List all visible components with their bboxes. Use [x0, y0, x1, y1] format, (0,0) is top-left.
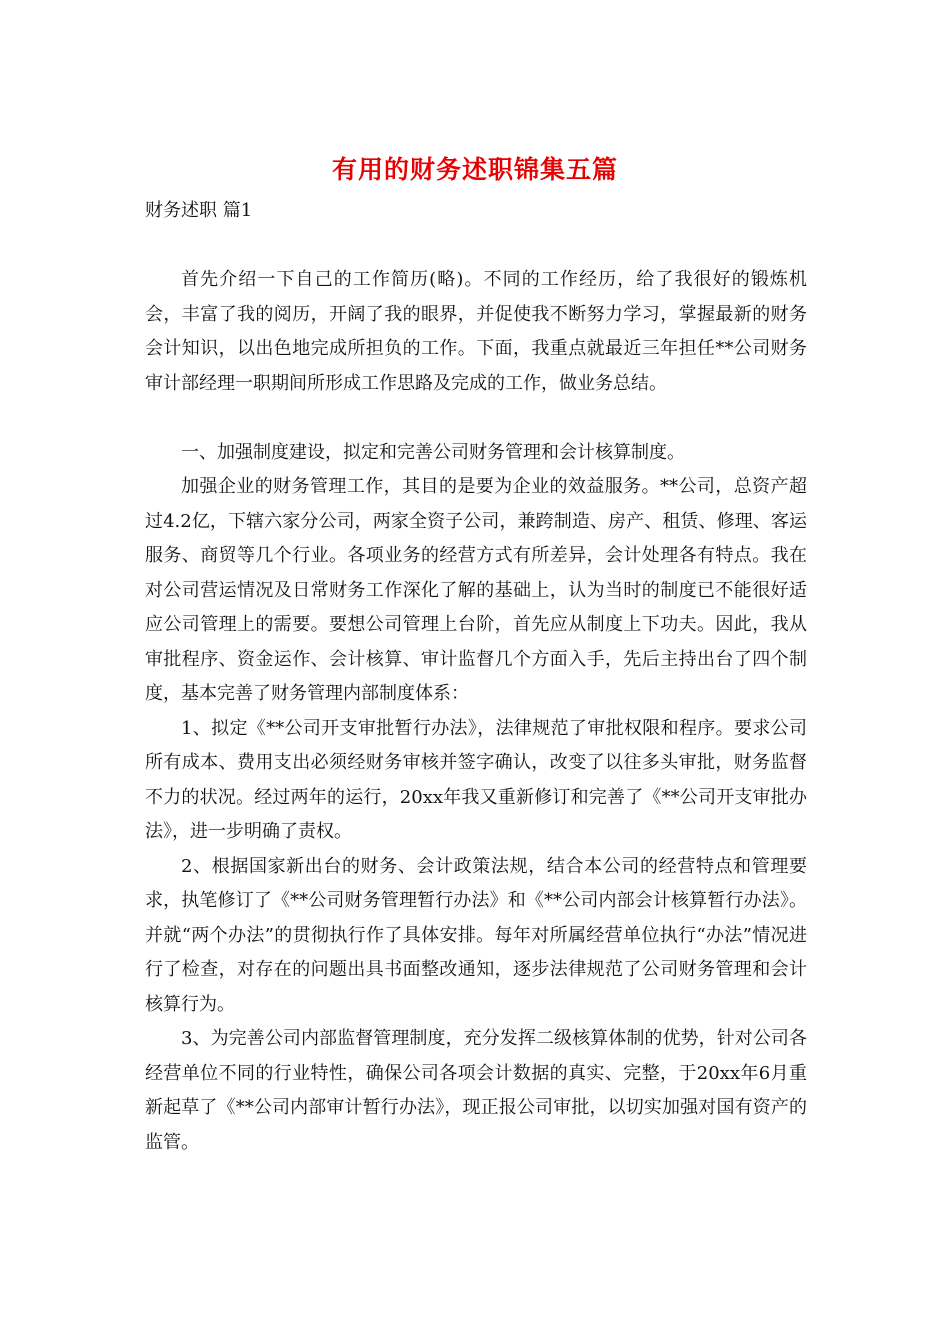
document-body	[145, 263, 807, 1160]
paragraph-item-2: 2、根据国家新出台的财务、会计政策法规，结合本公司的经营特点和管理要求，执笔修订了《**公司财务管理暂行办法》和《**公司内部会计核算暂行办法》。并就“两个办法”的贯彻执行作了具体安排。每年对所属经营单位执行“办法”情况进行了检查，对存在的问题出具书面整改通知，逐步法律规范了公司财务管理和会计核算行为。	[145, 855, 807, 1015]
paragraph-finance-management: 加强企业的财务管理工作，其目的是要为企业的效益服务。**公司，总资产超过4.2亿，下辖六家分公司，两家全资子公司，兼跨制造、房产、租赁、修理、客运服务、商贸等几个行业。各项业务的经营方式有所差异，会计处理各有特点。我在对公司营运情况及日常财务工作深化了解的基础上，认为当时的制度已不能很好适应公司管理上的需要。要想公司管理上台阶，首先应从制度上下功夫。因此，我从审批程序、资金运作、会计核算、审计监督几个方面入手，先后主持出台了四个制度，基本完善了财务管理内部制度体系：	[145, 476, 807, 704]
document-title: 有用的财务述职锦集五篇	[331, 155, 618, 184]
paragraph-spacer	[145, 401, 807, 436]
paragraph-intro: 首先介绍一下自己的工作简历(略)。不同的工作经历，给了我很好的锻炼机会，丰富了我的阅历，开阔了我的眼界，并促使我不断努力学习，掌握最新的财务会计知识，以出色地完成所担负的工作。下面，我重点就最近三年担任**公司财务审计部经理一职期间所形成工作思路及完成的工作，做业务总结。	[145, 269, 807, 394]
paragraph-item-3: 3、为完善公司内部监督管理制度，充分发挥二级核算体制的优势，针对公司各经营单位不同的行业特性，确保公司各项会计数据的真实、完整，于20xx年6月重新起草了《**公司内部审计暂行办法》，现正报公司审批，以切实加强对国有资产的监管。	[145, 1028, 807, 1153]
paragraph-item-1: 1、拟定《**公司开支审批暂行办法》，法律规范了审批权限和程序。要求公司所有成本、费用支出必须经财务审核并签字确认，改变了以往多头审批，财务监督不力的状况。经过两年的运行，20xx年我又重新修订和完善了《**公司开支审批办法》，进一步明确了责权。	[145, 717, 807, 842]
section-subheading: 财务述职 篇1	[145, 200, 253, 221]
paragraph-heading-one: 一、加强制度建设，拟定和完善公司财务管理和会计核算制度。	[181, 441, 685, 463]
